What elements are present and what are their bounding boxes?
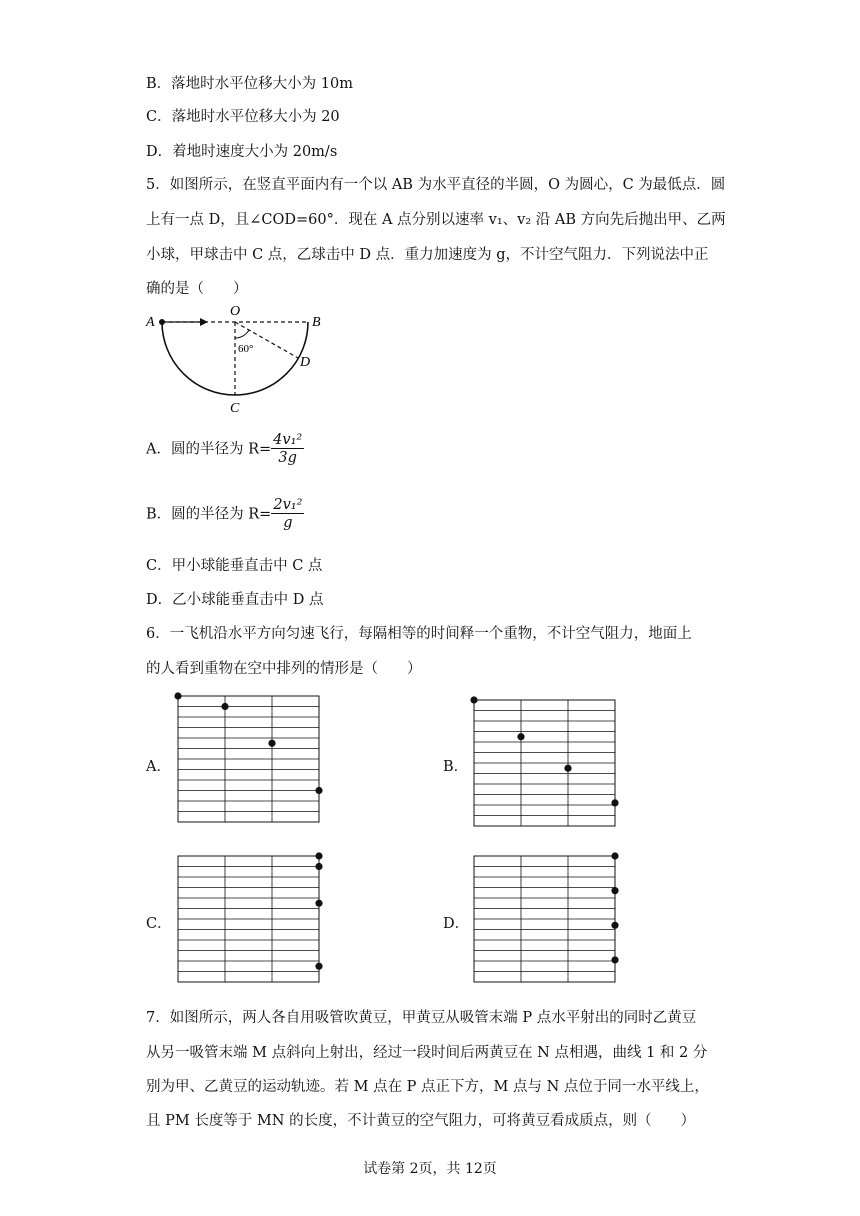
q5-option-b-fraction xyxy=(271,497,304,532)
fig-angle-label: 60° xyxy=(238,343,254,355)
q4-option-b: B．落地时水平位移大小为 10m xyxy=(146,76,353,92)
fig-label-b: B xyxy=(312,315,321,330)
q5-option-b-denominator: g xyxy=(283,515,293,531)
q7-stem-line1: 7．如图所示，两人各自用吸管吹黄豆，甲黄豆从吸管末端 P 点水平射出的同时乙黄豆 xyxy=(146,1010,697,1026)
q5-option-d: D．乙小球能垂直击中 D 点 xyxy=(146,592,324,608)
grid-a-dot xyxy=(174,692,181,699)
grid-a-dot xyxy=(315,787,322,794)
q5-option-a-fraction xyxy=(271,432,304,467)
q7-stem-line2: 从另一吸管末端 M 点斜向上射出，经过一段时间后两黄豆在 N 点相遇，曲线 1 和 2 分 xyxy=(146,1045,708,1061)
q6-option-a-label: A． xyxy=(146,759,171,775)
q7-stem-line3: 别为甲、乙黄豆的运动轨迹。若 M 点在 P 点正下方，M 点与 N 点位于同一水平线上， xyxy=(146,1079,709,1095)
grid-c-dot xyxy=(315,900,322,907)
fig-label-a: A xyxy=(146,315,155,330)
q5-option-b xyxy=(146,497,304,532)
fig-label-o: O xyxy=(230,304,241,319)
q5-semicircle-figure xyxy=(140,300,330,418)
q4-option-d: D．着地时速度大小为 20m/s xyxy=(146,144,338,160)
q5-option-a xyxy=(146,432,304,467)
grid-c-dot xyxy=(315,852,322,859)
grid-a-dot xyxy=(268,740,275,747)
q5-option-b-numerator: 2v₁² xyxy=(273,497,303,513)
q6-option-c-label: C． xyxy=(146,916,172,932)
q5-option-c: C．甲小球能垂直击中 C 点 xyxy=(146,558,323,574)
q6-grid-b xyxy=(468,694,620,834)
q7-stem-line4: 且 PM 长度等于 MN 的长度，不计黄豆的空气阻力，可将黄豆看成质点，则（ ） xyxy=(146,1113,696,1129)
q5-option-a-numerator: 4v₁² xyxy=(273,432,303,448)
q5-stem-line4: 确的是（ ） xyxy=(146,281,248,297)
q6-grid-a xyxy=(172,690,324,830)
grid-d-dot xyxy=(611,956,618,963)
grid-d-dot xyxy=(611,852,618,859)
q6-option-b-label: B． xyxy=(443,759,469,775)
grid-b-dot xyxy=(470,696,477,703)
q4-option-c: C．落地时水平位移大小为 20 xyxy=(146,109,340,125)
q6-grid-d xyxy=(468,850,620,990)
grid-d-dot xyxy=(611,922,618,929)
grid-b-dot xyxy=(564,765,571,772)
q5-option-a-prefix: A．圆的半径为 R= xyxy=(146,441,272,458)
grid-a-dot xyxy=(221,703,228,710)
q6-option-d-label: D． xyxy=(443,916,470,932)
fig-label-d: D xyxy=(300,355,311,370)
q5-stem-line1: 5．如图所示，在竖直平面内有一个以 AB 为水平直径的半圆，O 为圆心，C 为最低点．圆 xyxy=(146,177,726,193)
q5-option-a-denominator: 3g xyxy=(278,450,297,466)
q6-stem-line1: 6．一飞机沿水平方向匀速飞行，每隔相等的时间释一个重物，不计空气阻力，地面上 xyxy=(146,626,692,642)
q6-stem-line2: 的人看到重物在空中排列的情形是（ ） xyxy=(146,661,422,677)
grid-c-dot xyxy=(315,963,322,970)
grid-b-dot xyxy=(611,799,618,806)
q5-stem-line2: 上有一点 D，且∠COD=60°．现在 A 点分别以速率 v₁、v₂ 沿 AB 方向先后抛出甲、乙两 xyxy=(146,212,726,228)
page-footer: 试卷第 2页，共 12页 xyxy=(363,1161,497,1177)
q5-stem-line3: 小球，甲球击中 C 点，乙球击中 D 点．重力加速度为 g，不计空气阻力．下列说法中正 xyxy=(146,247,709,263)
q5-option-b-prefix: B．圆的半径为 R= xyxy=(146,506,272,523)
grid-d-dot xyxy=(611,887,618,894)
grid-b-dot xyxy=(517,733,524,740)
q6-grid-c xyxy=(172,850,324,990)
fig-label-c: C xyxy=(230,401,240,416)
grid-c-dot xyxy=(315,863,322,870)
